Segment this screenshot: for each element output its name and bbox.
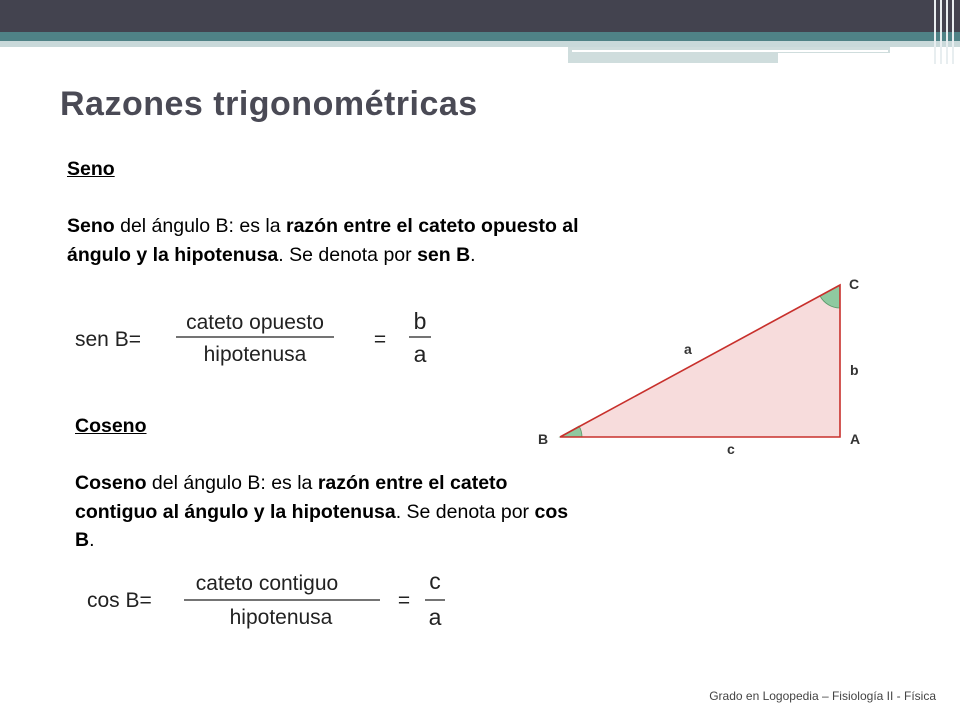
header-bar-dark [0, 0, 960, 32]
coseno-formula-denominator: hipotenusa [229, 606, 333, 629]
header-edge-lines [930, 0, 960, 64]
seno-formula-denominator: hipotenusa [203, 343, 307, 366]
slide-footer: Grado en Logopedia – Fisiología II - Física [709, 689, 936, 703]
seno-text-1: del ángulo B: es la [114, 215, 286, 237]
coseno-formula-equals: = [397, 589, 411, 612]
seno-formula-numerator: cateto opuesto [186, 311, 324, 334]
coseno-formula-lhs: cos B= [87, 589, 152, 612]
seno-frac-den: a [413, 341, 427, 367]
vertex-c-label: C [849, 276, 860, 292]
seno-paragraph [67, 212, 587, 269]
right-triangle-diagram [530, 270, 870, 465]
coseno-notation: cos B [75, 500, 569, 551]
seno-text-2: . Se denota por [278, 243, 418, 266]
coseno-paragraph [75, 469, 575, 555]
coseno-text-2: . Se denota por [395, 500, 535, 523]
coseno-text-3: . [89, 529, 95, 551]
seno-text-3: . [470, 243, 476, 266]
side-b-label: b [850, 362, 859, 378]
coseno-formula [82, 565, 462, 640]
slide-title: Razones trigonométricas [60, 85, 478, 123]
header-white-line [572, 50, 888, 52]
vertex-a-label: A [850, 431, 861, 447]
seno-formula [70, 300, 450, 375]
header-bar-teal [0, 32, 960, 41]
coseno-term: Coseno [75, 472, 147, 494]
seno-definition: razón entre el cateto opuesto al ángulo y la hipotenusa [67, 215, 579, 266]
coseno-frac-den: a [428, 604, 442, 630]
seno-heading: Seno [67, 158, 115, 180]
seno-term: Seno [67, 215, 115, 237]
side-a-label: a [684, 341, 692, 357]
side-c-label: c [727, 441, 735, 457]
coseno-heading: Coseno [75, 415, 147, 437]
vertex-b-label: B [538, 431, 549, 447]
seno-formula-lhs: sen B= [75, 328, 141, 351]
coseno-formula-numerator: cateto contiguo [195, 572, 339, 595]
coseno-text-1: del ángulo B: es la [146, 472, 318, 494]
seno-formula-equals: = [373, 328, 387, 351]
seno-notation: sen B [417, 243, 471, 266]
seno-frac-num: b [413, 308, 427, 334]
coseno-definition: razón entre el cateto contiguo al ángulo y la hipotenusa [75, 472, 508, 523]
coseno-frac-num: c [429, 568, 441, 594]
